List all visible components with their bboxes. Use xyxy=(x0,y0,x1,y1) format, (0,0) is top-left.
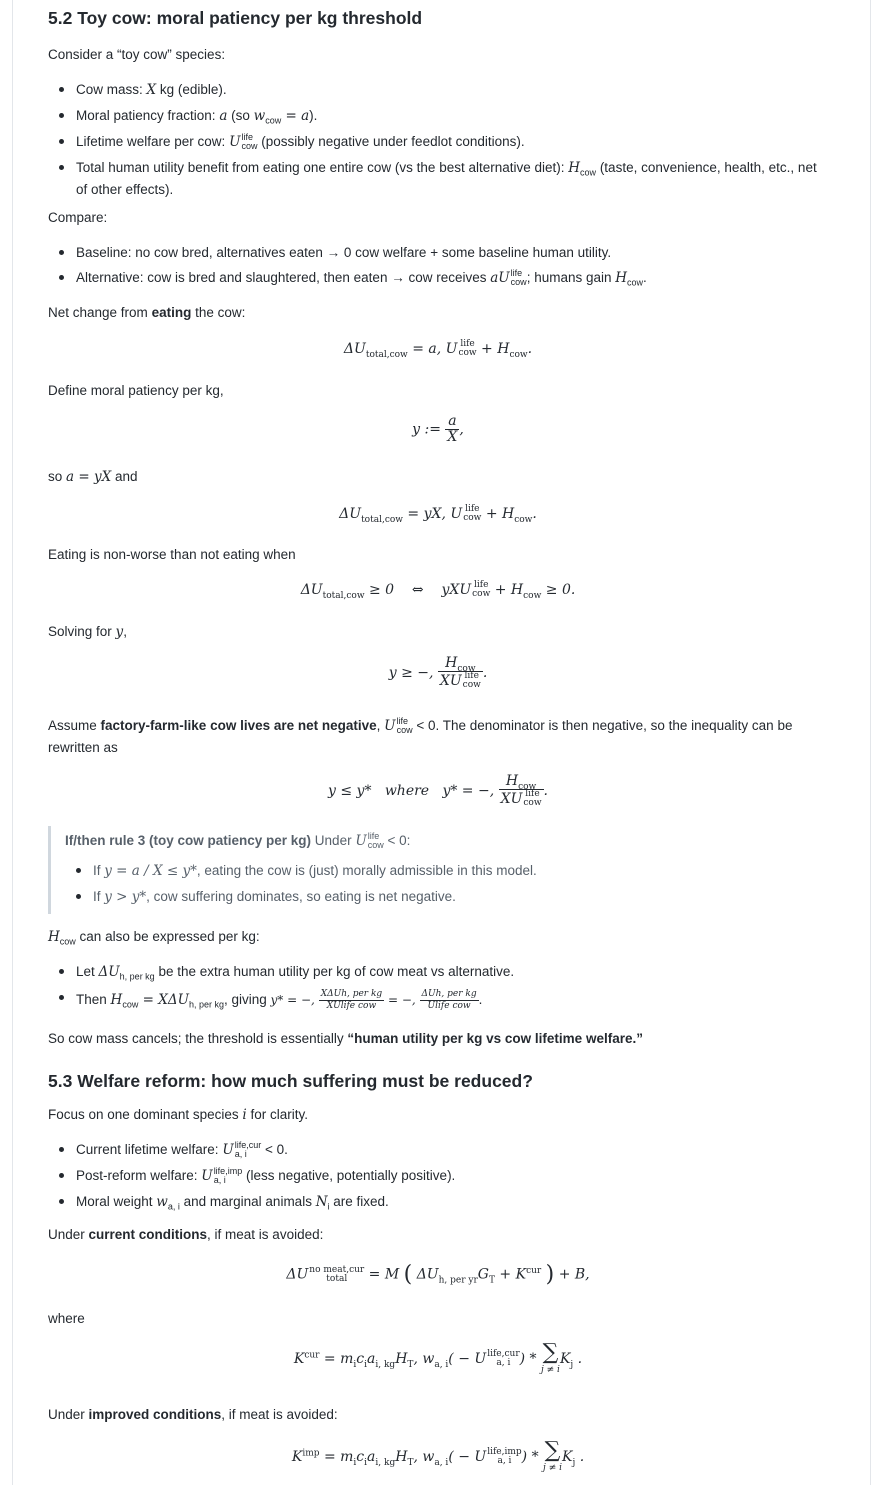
list-item: Lifetime welfare per cow: U life cow (possibly negative under feedlot conditions). xyxy=(48,131,818,153)
assume-text: Assume factory-farm-like cow lives are net negative, U life cow < 0. The denominator is then negative, so the inequality can be rewritten as xyxy=(48,716,793,755)
where-text: where xyxy=(48,1311,85,1326)
equation-k-current: $K^{cur} = m_ic_ia_{i, kg}H_T$, $w_{a, i}( - U$ life,cur a, i ) * ∑ j ≠ i $K_j$ . xyxy=(293,1340,583,1375)
compare-label: Compare: xyxy=(48,210,108,225)
hcow-per-kg-text: $H_{cow}$ can also be expressed per kg: xyxy=(48,929,260,947)
equation-delta-u-total: $\Delta U_{total,cow} = a$, U life cow + $H_{cow}$. xyxy=(343,339,533,360)
rule-3-title: If/then rule 3 (toy cow patiency per kg) Under U life cow < 0: xyxy=(65,831,411,851)
focus-text: Focus on one dominant species i for clarity. xyxy=(48,1107,308,1123)
list-item: Cow mass: X kg (edible). xyxy=(48,79,818,101)
list-item: Alternative: cow is bred and slaughtered, then eaten → cow receives aU life cow ; humans gain $H_{cow}$. xyxy=(48,267,818,289)
define-text: Define moral patiency per kg, xyxy=(48,383,224,398)
equation-no-meat-current: ΔU no meat,cur total = M ( $\Delta U_{h, per yr}G_T + K^{cur}$ ) + B, xyxy=(286,1262,590,1287)
equation-non-worse-condition: $\Delta U_{total,cow} \ge 0$ ⇔ yXU life cow + $H_{cow} \ge 0$. xyxy=(300,580,576,601)
welfare-reform-list xyxy=(48,1139,818,1217)
equation-k-improved: $K^{imp} = m_ic_ia_{i, kg}H_T$, $w_{a, i}( - U$ life,imp a, i ) * ∑ j ≠ i $K_j$ . xyxy=(291,1438,585,1473)
list-item: Then $H_{cow} = X\Delta U_{h, per kg}$, giving y* = −, $\frac{\text{XΔUh, per kg}}{\text{XUlife cow}}$ = −, $\frac{\text{ΔUh, per kg}}{\text{Ulife cow}}$ . xyxy=(48,987,818,1013)
conclusion-text: So cow mass cancels; the threshold is essentially “human utility per kg vs cow lifetime welfare.” xyxy=(48,1031,643,1046)
section-heading-5-2: 5.2 Toy cow: moral patiency per kg threshold xyxy=(48,8,423,28)
non-worse-text: Eating is non-worse than not eating when xyxy=(48,547,296,562)
intro-text: Consider a “toy cow” species: xyxy=(48,47,226,62)
list-item: If y > y*, cow suffering dominates, so eating is net negative. xyxy=(65,886,835,908)
equation-y-definition: y := $\frac{a}{X}$ , xyxy=(412,413,464,445)
list-item: Moral weight $w_{a, i}$ and marginal animals $N_i$ are fixed. xyxy=(48,1191,818,1213)
under-improved-text: Under improved conditions, if meat is avoided: xyxy=(48,1407,338,1422)
rule-3-list xyxy=(65,860,835,908)
list-item: Current lifetime welfare: U life,cur a, i < 0. xyxy=(48,1139,818,1161)
per-kg-list xyxy=(48,961,818,1017)
equation-y-lower-bound: y ≥ −, $H_{cow}$ XU life cow . xyxy=(388,655,488,690)
so-text: so a = yX and xyxy=(48,469,138,485)
equation-delta-u-yx: $\Delta U_{total,cow}$ = yX, U life cow + $H_{cow}$. xyxy=(339,504,537,525)
under-current-text: Under current conditions, if meat is avoided: xyxy=(48,1227,324,1242)
section-heading-5-3: 5.3 Welfare reform: how much suffering must be reduced? xyxy=(48,1071,533,1091)
equation-threshold: y ≤ y* where y* = −, $H_{cow}$ XU life cow . xyxy=(328,773,548,808)
rule-3-blockquote xyxy=(48,826,821,914)
toy-cow-assumptions-list xyxy=(48,79,818,204)
list-item: Post-reform welfare: U life,imp a, i (less negative, potentially positive). xyxy=(48,1165,818,1187)
list-item: Baseline: no cow bred, alternatives eaten → 0 cow welfare + some baseline human utility. xyxy=(48,242,818,263)
solving-text: Solving for y, xyxy=(48,624,127,640)
list-item: If y = a / X ≤ y*, eating the cow is (just) morally admissible in this model. xyxy=(65,860,835,882)
list-item: Let $\Delta U_{h, per kg}$ be the extra human utility per kg of cow meat vs alternative. xyxy=(48,961,818,983)
compare-list xyxy=(48,242,818,293)
list-item: Total human utility benefit from eating one entire cow (vs the best alternative diet): $H_{cow}$ (taste, convenience, health, etc., net of other effects). xyxy=(48,157,818,200)
list-item: Moral patiency fraction: a (so $w_{cow} = a$). xyxy=(48,105,818,127)
net-change-text: Net change from eating the cow: xyxy=(48,305,246,320)
